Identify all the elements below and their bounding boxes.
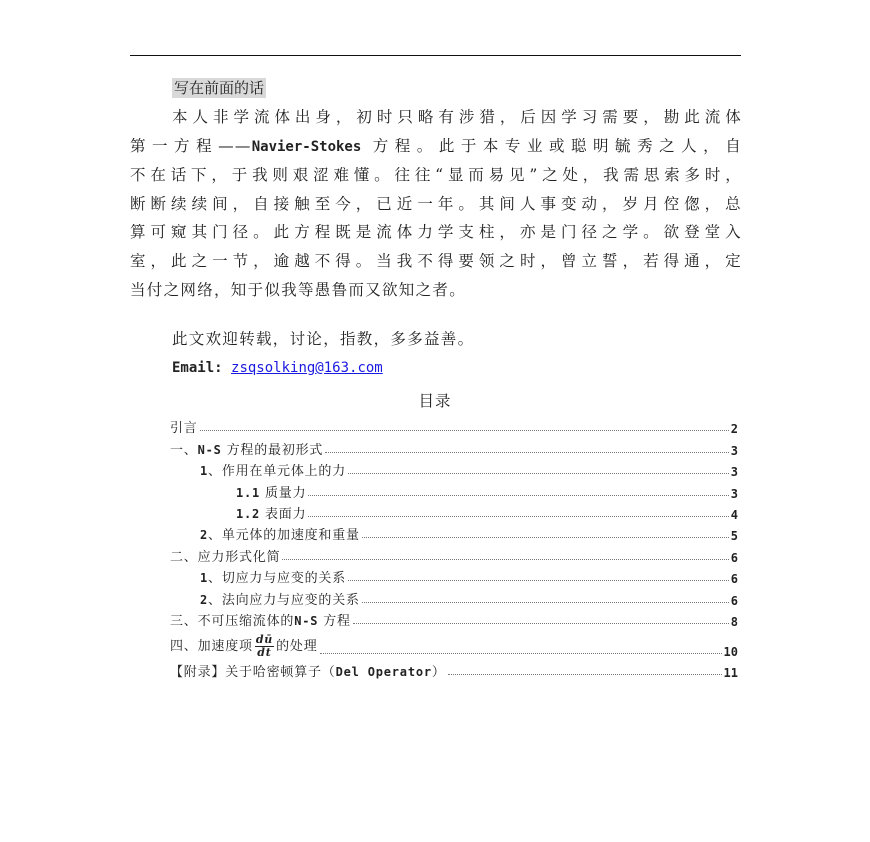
intro-line: 断断续续间，自接触至今，已近一年。其间人事变动，岁月倥偬，总 bbox=[130, 194, 742, 213]
toc-entry-page: 11 bbox=[723, 666, 738, 681]
toc-entry-page: 2 bbox=[730, 422, 738, 437]
intro-line: 本人非学流体出身，初时只略有涉猎，后因学习需要，勘此流体 bbox=[172, 108, 742, 126]
toc-entry-page: 6 bbox=[730, 550, 738, 565]
toc-entry-number: 1 bbox=[200, 571, 209, 586]
toc-entry-text: 、作用在单元体上的力 bbox=[208, 464, 347, 480]
toc-entry-page: 5 bbox=[730, 529, 738, 544]
toc-entry-number: 1 bbox=[200, 464, 209, 479]
toc-entry-label: 引言 bbox=[170, 421, 198, 437]
toc-entry[interactable] bbox=[170, 415, 738, 436]
toc-entry-number: 1.2 bbox=[236, 506, 261, 521]
toc-entry[interactable] bbox=[170, 543, 738, 564]
intro-line-text: 方程。此于本专业或聪明毓秀之人，自 bbox=[361, 136, 742, 155]
toc-leader-dots bbox=[362, 602, 729, 603]
intro-line: 室，此之一节，逾越不得。当我不得要领之时，曾立誓，若得通，定 bbox=[130, 251, 742, 270]
toc-entry-number: 1.1 bbox=[236, 485, 261, 500]
toc-leader-dots bbox=[348, 580, 729, 581]
toc-entry-text: 、单元体的加速度和重量 bbox=[208, 528, 360, 544]
toc-entry-mono: N-S bbox=[294, 613, 319, 628]
toc-entry[interactable] bbox=[170, 629, 738, 659]
intro-line bbox=[130, 132, 742, 162]
toc-entry-label bbox=[200, 567, 346, 586]
email-line bbox=[172, 360, 383, 376]
email-link[interactable]: zsqsolking@163.com bbox=[231, 360, 383, 376]
intro-line: 算可窥其门径。此方程既是流体力学支柱，亦是门径之学。欲登堂入 bbox=[130, 223, 742, 242]
fraction-numerator: dū bbox=[255, 632, 274, 646]
toc-entry-suffix: ） bbox=[431, 665, 446, 681]
toc-leader-dots bbox=[308, 495, 728, 496]
toc-entry-text: 、法向应力与应变的关系 bbox=[208, 592, 360, 608]
toc-entry[interactable] bbox=[170, 458, 738, 479]
toc-entry-number: 2 bbox=[200, 592, 209, 607]
header-rule bbox=[130, 55, 741, 56]
toc-entry-page: 6 bbox=[730, 572, 738, 587]
toc-entry-text: 【附录】关于哈密顿算子（ bbox=[170, 665, 336, 681]
toc-entry-label bbox=[200, 589, 360, 608]
welcome-text: 此文欢迎转载，讨论，指教，多多益善。 bbox=[172, 330, 475, 348]
toc-leader-dots bbox=[308, 516, 728, 517]
toc-entry-label bbox=[170, 439, 323, 458]
toc-leader-dots bbox=[282, 559, 728, 560]
section-heading: 写在前面的话 bbox=[174, 79, 265, 97]
toc-entry-page: 3 bbox=[730, 486, 738, 501]
toc-entry-label bbox=[170, 634, 318, 659]
toc-entry-suffix: 的处理 bbox=[276, 638, 318, 654]
toc-leader-dots bbox=[353, 623, 729, 624]
toc-entry[interactable] bbox=[170, 565, 738, 586]
toc-entry-page: 4 bbox=[730, 507, 738, 522]
toc-leader-dots bbox=[448, 674, 722, 675]
equation-name: Navier-Stokes bbox=[251, 138, 362, 155]
toc-entry[interactable] bbox=[170, 659, 738, 680]
toc-entry-label bbox=[170, 661, 446, 680]
toc-entry[interactable] bbox=[170, 586, 738, 607]
toc-entry-page: 10 bbox=[723, 644, 738, 659]
toc-entry-page: 3 bbox=[730, 465, 738, 480]
toc-entry-label bbox=[200, 524, 360, 543]
toc-entry[interactable] bbox=[170, 501, 738, 522]
toc-entry-text: 质量力 bbox=[260, 485, 307, 501]
toc-entry-label bbox=[170, 610, 351, 629]
toc-entry-label bbox=[200, 460, 346, 479]
toc-entry[interactable] bbox=[170, 436, 738, 457]
table-of-contents bbox=[170, 415, 738, 680]
toc-entry-page: 6 bbox=[730, 593, 738, 608]
toc-leader-dots bbox=[362, 537, 729, 538]
toc-entry-mono: N-S bbox=[197, 442, 222, 457]
toc-entry-text: 方程的最初形式 bbox=[221, 442, 324, 458]
intro-line: 当付之网络，知于似我等愚鲁而又欲知之者。 bbox=[130, 280, 467, 299]
intro-line-text: 第一方程—— bbox=[130, 136, 252, 155]
toc-entry-label bbox=[236, 482, 306, 501]
email-label: Email: bbox=[172, 360, 232, 376]
toc-entry-prefix: 一、 bbox=[170, 442, 198, 458]
toc-entry-suffix: 方程 bbox=[318, 613, 351, 629]
intro-paragraph bbox=[130, 103, 742, 304]
toc-entry-number: 2 bbox=[200, 528, 209, 543]
toc-title: 目录 bbox=[418, 392, 452, 410]
toc-entry-mono: Del Operator bbox=[335, 665, 432, 680]
toc-entry[interactable] bbox=[170, 522, 738, 543]
fraction-denominator: dt bbox=[257, 645, 272, 659]
toc-entry-text: 表面力 bbox=[260, 506, 307, 522]
toc-leader-dots bbox=[320, 653, 722, 654]
toc-entry-page: 8 bbox=[730, 614, 738, 629]
toc-entry-text: 三、不可压缩流体的 bbox=[170, 613, 295, 629]
toc-entry[interactable] bbox=[170, 479, 738, 500]
intro-line: 不在话下，于我则艰涩难懂。往往“显而易见”之处，我需思索多时， bbox=[130, 166, 742, 185]
toc-entry-page: 3 bbox=[730, 443, 738, 458]
toc-entry-text: 四、加速度项 bbox=[170, 638, 253, 654]
toc-entry-label bbox=[236, 503, 306, 522]
toc-entry-text: 、切应力与应变的关系 bbox=[208, 571, 347, 587]
toc-leader-dots bbox=[325, 452, 729, 453]
toc-leader-dots bbox=[348, 473, 729, 474]
toc-leader-dots bbox=[200, 430, 729, 431]
toc-entry-label: 二、应力形式化简 bbox=[170, 549, 281, 565]
derivative-fraction bbox=[255, 634, 274, 659]
toc-entry[interactable] bbox=[170, 608, 738, 629]
